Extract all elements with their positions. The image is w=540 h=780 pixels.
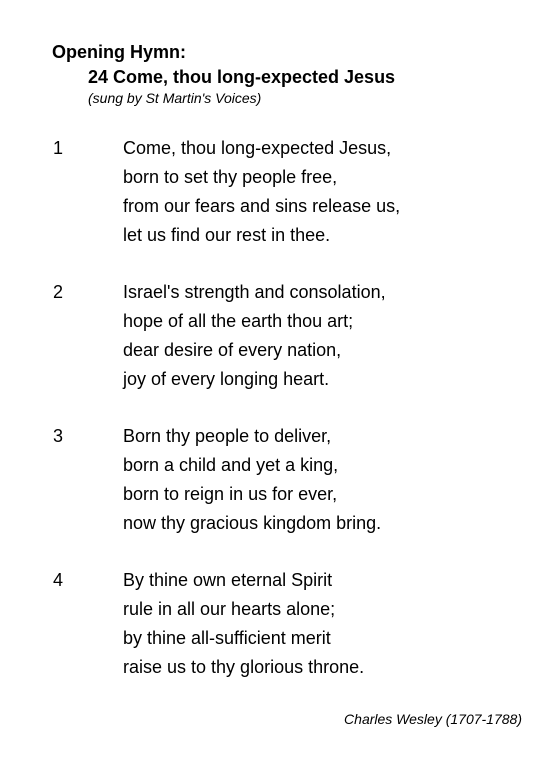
- verse-lines: [123, 134, 400, 250]
- verse-number: 4: [53, 570, 64, 590]
- verse-number: 3: [53, 426, 64, 446]
- verse-line: hope of all the earth thou art;: [123, 311, 354, 331]
- verse-line: from our fears and sins release us,: [123, 196, 401, 216]
- verse-line: joy of every longing heart.: [123, 369, 330, 389]
- verse-line: Come, thou long-expected Jesus,: [123, 138, 392, 158]
- hymn-subtitle: (sung by St Martin's Voices): [88, 90, 262, 106]
- verse-2: [0, 278, 540, 394]
- verse-line: Born thy people to deliver,: [123, 426, 332, 446]
- verse-number: 1: [53, 138, 64, 158]
- verse-line: born to set thy people free,: [123, 167, 338, 187]
- verse-line: Israel's strength and consolation,: [123, 282, 386, 302]
- verse-line: By thine own eternal Spirit: [123, 570, 333, 590]
- verse-line: born to reign in us for ever,: [123, 484, 338, 504]
- verse-line: dear desire of every nation,: [123, 340, 342, 360]
- section-heading: Opening Hymn:: [52, 42, 186, 62]
- verse-line: raise us to thy glorious throne.: [123, 657, 365, 677]
- verse-line: by thine all-sufficient merit: [123, 628, 331, 648]
- verse-lines: [123, 278, 386, 394]
- verse-number: 2: [53, 282, 64, 302]
- verse-1: [0, 134, 540, 250]
- verse-line: let us find our rest in thee.: [123, 225, 331, 245]
- verse-line: rule in all our hearts alone;: [123, 599, 336, 619]
- author-attribution: Charles Wesley (1707-1788): [344, 711, 522, 727]
- verse-4: [0, 566, 540, 682]
- verse-3: [0, 422, 540, 538]
- verse-lines: [123, 422, 381, 538]
- verse-lines: [123, 566, 364, 682]
- verse-line: now thy gracious kingdom bring.: [123, 513, 382, 533]
- verse-line: born a child and yet a king,: [123, 455, 339, 475]
- hymn-title: 24 Come, thou long-expected Jesus: [88, 67, 396, 87]
